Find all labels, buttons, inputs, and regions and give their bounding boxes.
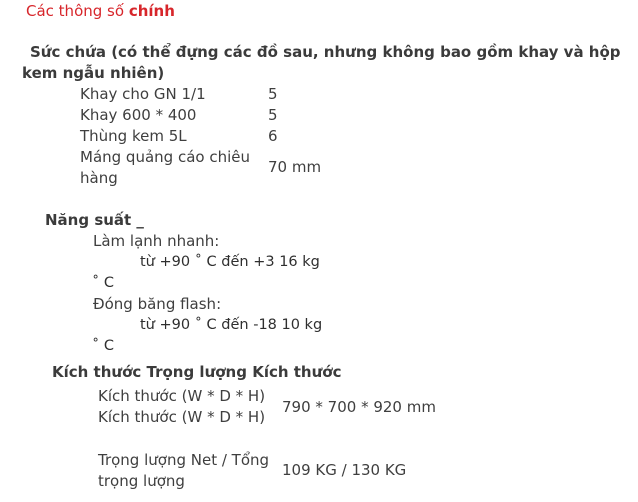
quick-chill-label: Làm lạnh nhanh: [93, 232, 220, 250]
section-title-prefix: Các thông số [26, 2, 129, 20]
capacity-heading-line1: Sức chứa (có thể đựng các đồ sau, nhưng không bao gồm khay và hộp [30, 43, 621, 61]
capacity-row-value: 6 [268, 127, 278, 145]
dimensions-heading: Kích thước Trọng lượng Kích thước [52, 363, 342, 381]
quick-chill-line2: ˚ C [92, 275, 114, 291]
section-title-bold: chính [128, 2, 175, 20]
capacity-row-label: Khay 600 * 400 [80, 106, 197, 124]
section-title [26, 2, 175, 20]
weight-value: 109 KG / 130 KG [282, 461, 407, 479]
size-label: Kích thước (W * D * H) [98, 387, 266, 405]
quick-chill-line1: từ +90 ˚ C đến +3 16 kg [140, 254, 320, 270]
capacity-row-value: 70 mm [268, 158, 322, 176]
capacity-heading-line2: kem ngẫu nhiên) [22, 64, 165, 82]
capacity-row-label: Thùng kem 5L [80, 127, 187, 145]
capacity-row-value: 5 [268, 85, 278, 103]
size-label: Kích thước (W * D * H) [98, 408, 266, 426]
capacity-row-value: 5 [268, 106, 278, 124]
flash-freeze-label: Đóng băng flash: [93, 295, 222, 313]
capacity-row-label: Khay cho GN 1/1 [80, 85, 206, 103]
flash-freeze-line1: từ +90 ˚ C đến -18 10 kg [140, 317, 323, 333]
flash-freeze-line2: ˚ C [92, 338, 114, 354]
size-value: 790 * 700 * 920 mm [282, 398, 436, 416]
performance-heading: Năng suất _ [45, 211, 144, 229]
weight-label-line1: Trọng lượng Net / Tổng [98, 451, 270, 469]
capacity-row-label-line2: hàng [80, 169, 118, 187]
capacity-row-label-line1: Máng quảng cáo chiêu [80, 148, 250, 166]
weight-label-line2: trọng lượng [98, 472, 185, 490]
